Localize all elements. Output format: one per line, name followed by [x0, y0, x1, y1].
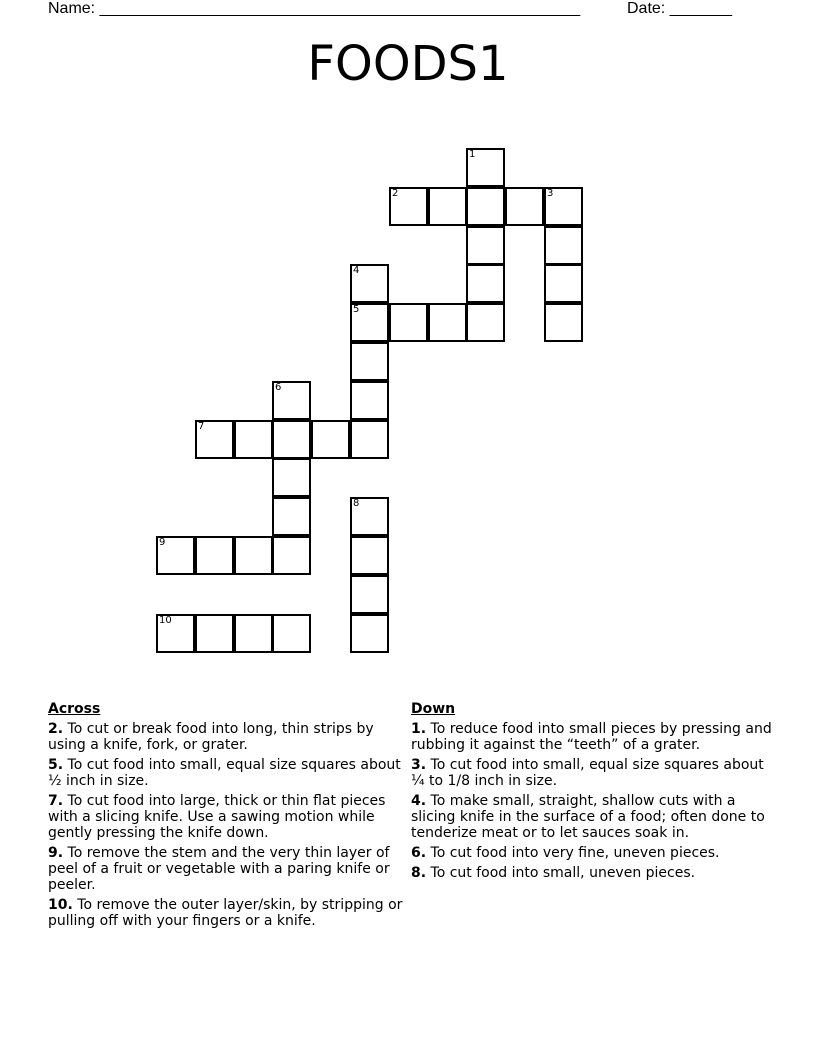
grid-cell[interactable]	[350, 420, 389, 459]
clue-number: 3	[547, 188, 554, 199]
date-field-label: Date: _______	[627, 0, 732, 17]
clue-item-number: 5.	[48, 757, 64, 773]
clue-item-number: 8.	[411, 865, 427, 881]
grid-cell[interactable]	[505, 187, 544, 226]
clue-item-text: To cut food into very fine, uneven pieces.	[430, 845, 720, 861]
clue-item	[48, 721, 408, 753]
clue-item	[48, 845, 408, 893]
puzzle-title: FOODS1	[307, 36, 509, 92]
clue-item-text: To cut or break food into long, thin strips by using a knife, fork, or grater.	[48, 721, 374, 753]
clue-number: 10	[159, 615, 172, 626]
grid-cell[interactable]	[544, 187, 583, 226]
grid-cell[interactable]	[350, 614, 389, 653]
across-heading: Across	[48, 701, 101, 717]
grid-cell[interactable]	[195, 614, 234, 653]
clue-item-number: 3.	[411, 757, 427, 773]
grid-cell[interactable]	[350, 497, 389, 536]
clue-item-number: 4.	[411, 793, 427, 809]
clue-item-text: To remove the outer layer/skin, by stripping or pulling off with your fingers or a knife.	[48, 897, 403, 929]
clue-item-text: To make small, straight, shallow cuts with a slicing knife in the surface of a food; often done to tenderize meat or to let sauces soak in.	[411, 793, 765, 841]
clue-number: 7	[198, 421, 205, 432]
clue-item-number: 10.	[48, 897, 73, 913]
clue-number: 6	[275, 382, 282, 393]
clue-item	[411, 845, 773, 861]
grid-cell[interactable]	[350, 381, 389, 420]
clue-number: 2	[392, 188, 399, 199]
clue-item-number: 1.	[411, 721, 427, 737]
grid-cell[interactable]	[272, 420, 311, 459]
clue-item	[48, 757, 408, 789]
grid-cell[interactable]	[272, 458, 311, 497]
grid-cell[interactable]	[234, 614, 273, 653]
grid-cell[interactable]	[272, 381, 311, 420]
down-clues	[411, 701, 773, 885]
grid-cell[interactable]	[350, 575, 389, 614]
grid-cell[interactable]	[466, 303, 505, 342]
grid-cell[interactable]	[544, 264, 583, 303]
clue-item-text: To reduce food into small pieces by pressing and rubbing it against the “teeth” of a grater.	[411, 721, 772, 753]
clue-item	[411, 757, 773, 789]
grid-cell[interactable]	[195, 420, 234, 459]
grid-cell[interactable]	[466, 148, 505, 187]
down-clue-list	[411, 721, 773, 881]
grid-cell[interactable]	[156, 536, 195, 575]
grid-cell[interactable]	[350, 536, 389, 575]
clue-item	[411, 793, 773, 841]
clue-number: 9	[159, 537, 166, 548]
clue-item-number: 7.	[48, 793, 64, 809]
grid-cell[interactable]	[350, 264, 389, 303]
grid-cell[interactable]	[466, 187, 505, 226]
clue-item	[48, 897, 408, 929]
clue-item-number: 6.	[411, 845, 427, 861]
grid-cell[interactable]	[195, 536, 234, 575]
grid-cell[interactable]	[156, 614, 195, 653]
grid-cell[interactable]	[428, 303, 467, 342]
clue-item	[411, 721, 773, 753]
clue-number: 5	[353, 304, 360, 315]
grid-cell[interactable]	[389, 187, 428, 226]
clue-item-text: To remove the stem and the very thin layer of peel of a fruit or vegetable with a paring knife or peeler.	[48, 845, 390, 893]
clue-number: 1	[469, 149, 476, 160]
grid-cell[interactable]	[272, 614, 311, 653]
down-heading: Down	[411, 701, 456, 717]
grid-cell[interactable]	[311, 420, 350, 459]
clue-item	[48, 793, 408, 841]
grid-cell[interactable]	[234, 420, 273, 459]
grid-cell[interactable]	[350, 342, 389, 381]
clue-number: 4	[353, 265, 360, 276]
grid-cell[interactable]	[428, 187, 467, 226]
grid-cell[interactable]	[466, 264, 505, 303]
grid-cell[interactable]	[544, 226, 583, 265]
clue-item-number: 9.	[48, 845, 64, 861]
name-field-label: Name: ______________________________________________________	[48, 0, 581, 17]
clue-item-number: 2.	[48, 721, 64, 737]
grid-cell[interactable]	[234, 536, 273, 575]
grid-cell[interactable]	[466, 226, 505, 265]
clue-item-text: To cut food into small, equal size squares about ¼ to 1/8 inch in size.	[411, 757, 764, 789]
clue-item-text: To cut food into small, uneven pieces.	[430, 865, 696, 881]
grid-cell[interactable]	[272, 536, 311, 575]
grid-cell[interactable]	[389, 303, 428, 342]
clue-item-text: To cut food into small, equal size squares about ½ inch in size.	[48, 757, 401, 789]
clue-item-text: To cut food into large, thick or thin flat pieces with a slicing knife. Use a sawing motion while gently pressing the knife down.	[48, 793, 386, 841]
clue-item	[411, 865, 773, 881]
grid-cell[interactable]	[350, 303, 389, 342]
grid-cell[interactable]	[272, 497, 311, 536]
across-clues	[48, 701, 408, 933]
grid-cell[interactable]	[544, 303, 583, 342]
across-clue-list	[48, 721, 408, 929]
clue-number: 8	[353, 498, 360, 509]
